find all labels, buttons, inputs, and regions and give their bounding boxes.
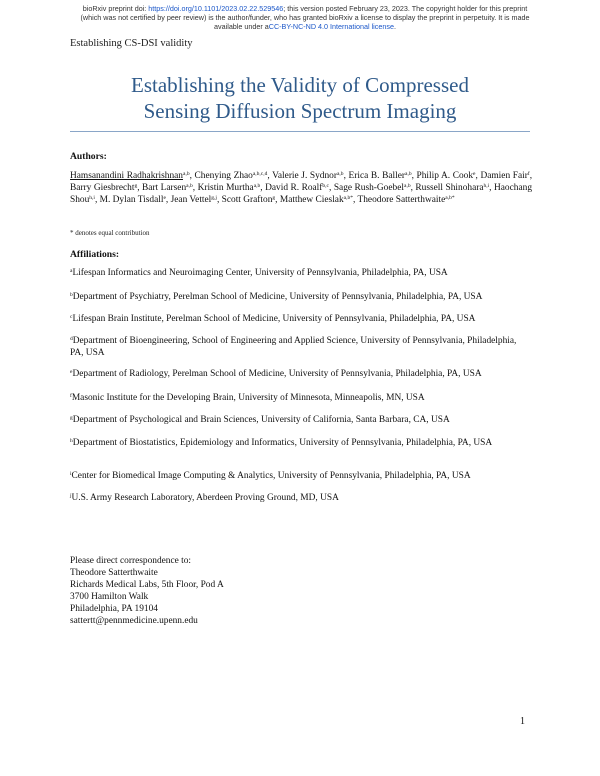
correspondence-address-1: Richards Medical Labs, 5th Floor, Pod A bbox=[70, 579, 224, 590]
author-name: Russell Shinohara bbox=[415, 183, 484, 193]
author bbox=[272, 171, 343, 181]
author-name: Chenying Zhao bbox=[194, 171, 253, 181]
correspondence-address-2: 3700 Hamilton Walk bbox=[70, 591, 149, 602]
affiliation-marker: g bbox=[70, 415, 73, 421]
author-name: Philip A. Cook bbox=[416, 171, 474, 181]
notice-line-1 bbox=[40, 4, 570, 13]
affiliation-item bbox=[70, 392, 532, 404]
page-number: 1 bbox=[520, 716, 525, 727]
notice-line-2: (which was not certified by peer review) is the author/funder, who has granted bioRxiv a license to display the preprint in perpetuity. It is made bbox=[80, 13, 530, 22]
affiliation-item bbox=[70, 335, 532, 359]
author-name: Kristin Murtha bbox=[197, 183, 254, 193]
affiliation-text: U.S. Army Research Laboratory, Aberdeen Proving Ground, MD, USA bbox=[71, 493, 339, 503]
author-affiliation-marker: a,b* bbox=[343, 195, 353, 201]
affiliation-item bbox=[70, 492, 532, 504]
author bbox=[171, 195, 217, 205]
author bbox=[358, 195, 455, 205]
notice-line-3 bbox=[40, 22, 570, 31]
affiliation-text: Lifespan Brain Institute, Perelman School of Medicine, University of Pennsylvania, Philadelphia, PA, USA bbox=[72, 314, 476, 324]
author bbox=[280, 195, 353, 205]
title-divider bbox=[70, 131, 530, 132]
author-affiliation-marker: g bbox=[272, 195, 276, 201]
correspondence-name: Theodore Satterthwaite bbox=[70, 567, 158, 578]
author bbox=[417, 171, 476, 181]
author-name: Barry Giesbrecht bbox=[70, 183, 135, 193]
affiliation-item bbox=[70, 368, 532, 380]
affiliation-marker: b bbox=[70, 292, 73, 298]
affiliation-text: Department of Bioengineering, School of Engineering and Applied Science, University of Pennsylvania, Philadelphia, PA, USA bbox=[70, 336, 517, 358]
author-affiliation-marker: g,j bbox=[211, 195, 217, 201]
author-name: Erica B. Baller bbox=[348, 171, 405, 181]
author bbox=[334, 183, 411, 193]
author bbox=[415, 183, 489, 193]
author-name: Scott Grafton bbox=[221, 195, 273, 205]
affiliation-text: Department of Radiology, Perelman School of Medicine, University of Pennsylvania, Philadelphia, PA, USA bbox=[72, 369, 482, 379]
affiliation-marker: e bbox=[70, 369, 73, 375]
author-affiliation-marker: a,b bbox=[253, 183, 261, 189]
author-name: Bart Larsen bbox=[142, 183, 187, 193]
license-prefix: available under a bbox=[214, 22, 269, 31]
affiliations-heading: Affiliations: bbox=[70, 249, 120, 260]
author-affiliation-marker: f bbox=[527, 171, 530, 177]
author bbox=[100, 195, 166, 205]
author-name: Haochang Shou bbox=[70, 183, 533, 205]
correspondence-city: Philadelphia, PA 19104 bbox=[70, 603, 158, 614]
author-affiliation-marker: e bbox=[163, 195, 166, 201]
author-name: David R. Roalf bbox=[265, 183, 323, 193]
authors-list: Hamsanandini Radhakrishnan$^{a,b}$, Chenying Zhao$^{a,b,c,d}$, Valerie J. Sydnor$^{a,b}$, Erica B. Baller$^{a,b}$, Philip A. Cook$^e$, Damien Fair$^f$, Barry Giesbrecht$^g$, Bart Larsen$^{a,b}$, Kristin Murtha$^{a,b}$, David R. Roalf$^{b,c}$, Sage Rush-Goebel$^{a,b}$, Russell Shinohara$^{h,i}$, Haochang Shou$^{h,i}$, M. Dylan Tisdall$^e$, Jean Vettel$^{g,j}$, Scott Grafton$^g$, Matthew Cieslak$^{a,b*}$, Theodore Satterthwaite$^{a,b*}$ bbox=[70, 171, 533, 205]
correspondence-intro: Please direct correspondence to: bbox=[70, 556, 192, 566]
author bbox=[198, 183, 261, 193]
doi-link[interactable]: https://doi.org/10.1101/2023.02.22.529546 bbox=[148, 4, 284, 13]
affiliation-marker: i bbox=[70, 471, 72, 477]
author bbox=[349, 171, 412, 181]
author-name: Damien Fair bbox=[480, 171, 528, 181]
affiliation-text: Lifespan Informatics and Neuroimaging Center, University of Pennsylvania, Philadelphia, PA, USA bbox=[72, 268, 448, 278]
author-affiliation-marker: a,b bbox=[405, 171, 412, 177]
author-affiliation-marker: h,i bbox=[89, 195, 95, 201]
author bbox=[222, 195, 276, 205]
title-line-2: Sensing Diffusion Spectrum Imaging bbox=[143, 99, 457, 123]
author-affiliation-marker: a,b,c,d bbox=[252, 171, 268, 177]
affiliation-text: Department of Psychological and Brain Sciences, University of California, Santa Barbara, CA, USA bbox=[72, 415, 450, 425]
affiliation-text: Center for Biomedical Image Computing & Analytics, University of Pennsylvania, Philadelphia, PA, USA bbox=[71, 471, 471, 481]
affiliation-item bbox=[70, 313, 532, 325]
affiliation-marker: d bbox=[70, 336, 73, 342]
author-affiliation-marker: e bbox=[473, 171, 476, 177]
affiliation-item bbox=[70, 437, 532, 449]
affiliation-marker: f bbox=[70, 393, 72, 399]
author-name: Sage Rush-Goebel bbox=[333, 183, 404, 193]
notice-suffix: ; this version posted February 23, 2023. The copyright holder for this preprint bbox=[283, 4, 528, 13]
equal-contribution-note: * denotes equal contribution bbox=[70, 229, 150, 237]
affiliation-item bbox=[70, 267, 532, 279]
author-affiliation-marker: b,c bbox=[322, 183, 329, 189]
running-title: Establishing CS-DSI validity bbox=[70, 38, 193, 49]
affiliation-marker: c bbox=[70, 314, 73, 320]
author bbox=[142, 183, 193, 193]
author-affiliation-marker: g bbox=[134, 183, 138, 189]
affiliation-text: Department of Psychiatry, Perelman School of Medicine, University of Pennsylvania, Philadelphia, PA, USA bbox=[72, 292, 483, 302]
author-name: M. Dylan Tisdall bbox=[99, 195, 164, 205]
paper-title bbox=[70, 72, 530, 124]
correspondence-email[interactable]: sattertt@pennmedicine.upenn.edu bbox=[70, 615, 198, 626]
author-affiliation-marker: a,b bbox=[183, 171, 190, 177]
author bbox=[265, 183, 329, 193]
author-name: Valerie J. Sydnor bbox=[272, 171, 337, 181]
author-name: Theodore Satterthwaite bbox=[357, 195, 446, 205]
notice-prefix: bioRxiv preprint doi: bbox=[82, 4, 149, 13]
affiliation-text: Masonic Institute for the Developing Brain, University of Minnesota, Minneapolis, MN, USA bbox=[71, 393, 425, 403]
affiliation-marker: h bbox=[70, 438, 73, 444]
title-line-1: Establishing the Validity of Compressed bbox=[131, 73, 469, 97]
correspondence-block bbox=[70, 556, 224, 627]
affiliation-item bbox=[70, 470, 532, 482]
license-suffix: . bbox=[393, 22, 396, 31]
authors-heading: Authors: bbox=[70, 151, 107, 162]
author-name: Matthew Cieslak bbox=[279, 195, 344, 205]
author-affiliation-marker: h,i bbox=[483, 183, 490, 189]
affiliation-marker: j bbox=[70, 493, 72, 499]
author-affiliation-marker: a,b bbox=[336, 171, 344, 177]
author bbox=[480, 171, 529, 181]
author-affiliation-marker: a,b* bbox=[445, 195, 455, 201]
author bbox=[70, 171, 190, 181]
author bbox=[70, 183, 137, 193]
affiliation-item bbox=[70, 291, 532, 303]
author-name: Hamsanandini Radhakrishnan bbox=[70, 171, 183, 181]
affiliation-text: Department of Biostatistics, Epidemiology and Informatics, University of Pennsylvania, Philadelphia, PA, USA bbox=[72, 438, 493, 448]
affiliation-item bbox=[70, 414, 532, 426]
preprint-notice bbox=[40, 4, 570, 31]
author-affiliation-marker: a,b bbox=[404, 183, 411, 189]
license-link[interactable]: CC-BY-NC-ND 4.0 International license bbox=[268, 22, 394, 31]
author bbox=[195, 171, 268, 181]
author-affiliation-marker: a,b bbox=[186, 183, 193, 189]
author-name: Jean Vettel bbox=[170, 195, 212, 205]
affiliation-marker: a bbox=[70, 268, 73, 274]
